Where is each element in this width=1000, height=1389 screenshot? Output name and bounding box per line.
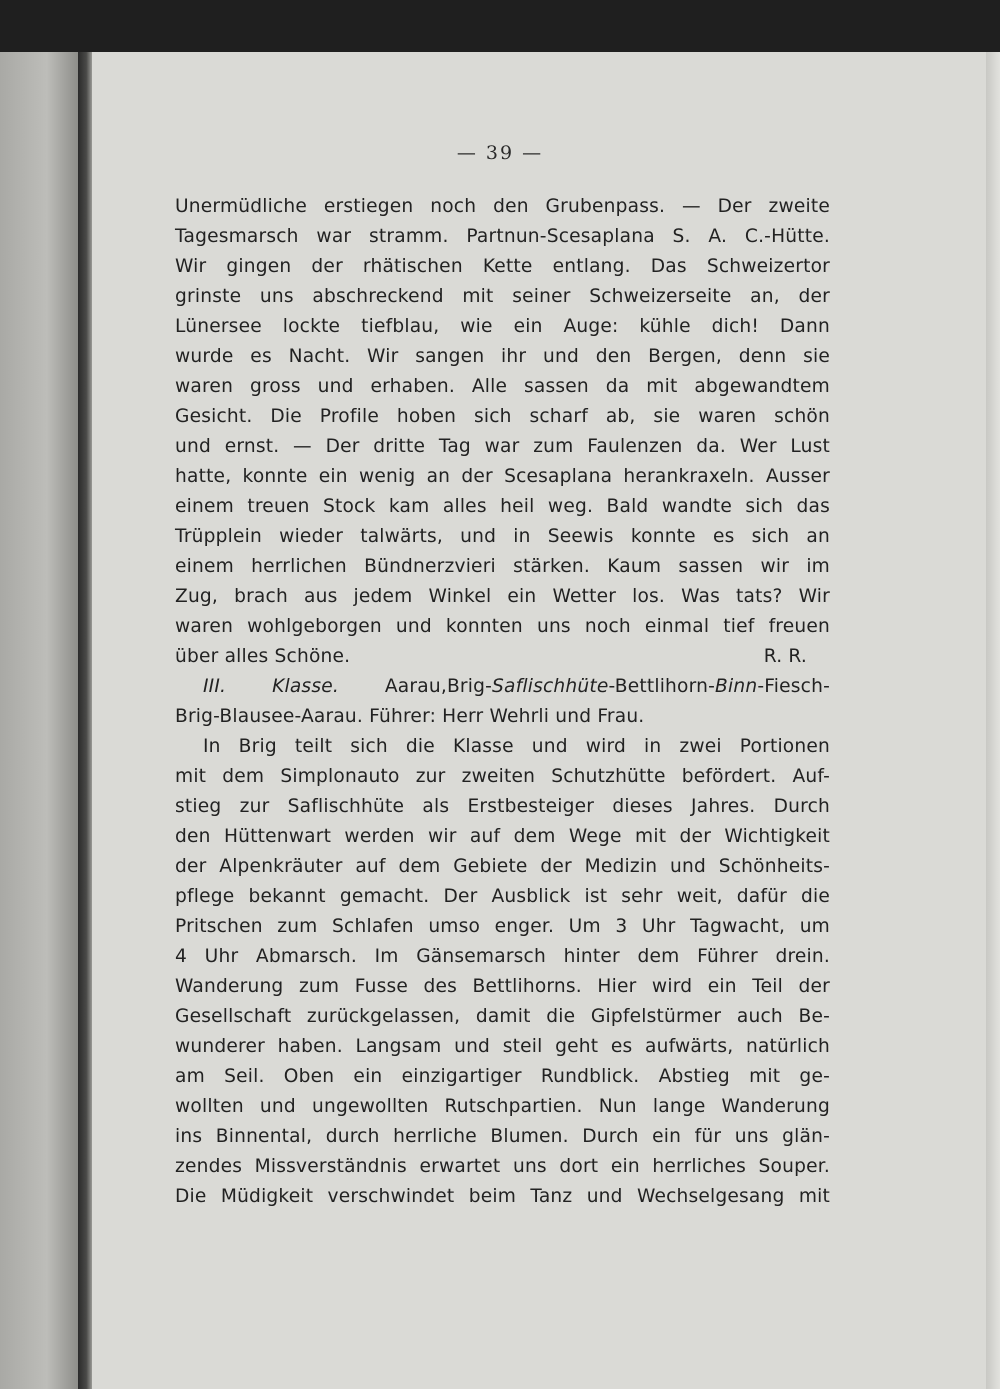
class-heading bbox=[175, 672, 830, 702]
paragraph-1 bbox=[175, 192, 830, 642]
route-part: -Bettlihorn- bbox=[608, 676, 716, 697]
text-line: den Hüttenwart werden wir auf dem Wege mit der Wichtigkeit bbox=[175, 826, 830, 847]
text-line: waren wohlgeborgen und konnten uns noch einmal tief freuen bbox=[175, 616, 830, 637]
text-line: Tagesmarsch war stramm. Partnun-Scesaplana S. A. C.-Hütte. bbox=[175, 226, 830, 247]
text-line: Lünersee lockte tiefblau, wie ein Auge: kühle dich! Dann bbox=[175, 316, 830, 337]
paragraph-1-closing-line bbox=[175, 642, 830, 672]
text-line: zendes Missverständnis erwartet uns dort ein herrliches Souper. bbox=[175, 1156, 830, 1177]
text-line: mit dem Simplonauto zur zweiten Schutzhütte befördert. Auf- bbox=[175, 766, 830, 787]
text-line: hatte, konnte ein wenig an der Scesaplana herankraxeln. Ausser bbox=[175, 466, 830, 487]
route-part-italic: Saflischhüte bbox=[492, 676, 609, 697]
route-part: Aarau,Brig- bbox=[384, 676, 493, 697]
text-line: Trüpplein wieder talwärts, und in Seewis konnte es sich an bbox=[175, 526, 830, 547]
text-line: Gesellschaft zurückgelassen, damit die Gipfelstürmer auch Be- bbox=[175, 1006, 830, 1027]
text-line: Unermüdliche erstiegen noch den Grubenpass. — Der zweite bbox=[175, 196, 830, 217]
text-line: der Alpenkräuter auf dem Gebiete der Medizin und Schönheits- bbox=[175, 856, 830, 877]
text-line: Wir gingen der rhätischen Kette entlang. Das Schweizertor bbox=[175, 256, 830, 277]
text-line: und ernst. — Der dritte Tag war zum Faulenzen da. Wer Lust bbox=[175, 436, 830, 457]
text-line: wurde es Nacht. Wir sangen ihr und den Bergen, denn sie bbox=[175, 346, 830, 367]
route-part: -Fiesch- bbox=[757, 676, 830, 697]
page-number: — 39 — bbox=[456, 142, 544, 164]
text-line: einem herrlichen Bündnerzvieri stärken. Kaum sassen wir im bbox=[175, 556, 830, 577]
scan-border bbox=[0, 0, 1000, 52]
class-heading-line-2: Brig-Blausee-Aarau. Führer: Herr Wehrli und Frau. bbox=[175, 706, 645, 727]
class-label: III. Klasse. bbox=[203, 676, 339, 697]
facing-page-edge bbox=[0, 52, 78, 1389]
text-line: Wanderung zum Fusse des Bettlihorns. Hier wird ein Teil der bbox=[175, 976, 830, 997]
page-text bbox=[175, 192, 830, 1212]
text-line: grinste uns abschreckend mit seiner Schweizerseite an, der bbox=[175, 286, 830, 307]
text-line: Die Müdigkeit verschwindet beim Tanz und Wechselgesang mit bbox=[175, 1186, 830, 1207]
text-line: Gesicht. Die Profile hoben sich scharf ab, sie waren schön bbox=[175, 406, 830, 427]
text-line: ins Binnental, durch herrliche Blumen. Durch ein für uns glän- bbox=[175, 1126, 830, 1147]
text-line: wollten und ungewollten Rutschpartien. Nun lange Wanderung bbox=[175, 1096, 830, 1117]
text-line: am Seil. Oben ein einzigartiger Rundblick. Abstieg mit ge- bbox=[175, 1066, 830, 1087]
paragraph-1-last-line: über alles Schöne. bbox=[175, 646, 351, 667]
text-line: 4 Uhr Abmarsch. Im Gänsemarsch hinter dem Führer drein. bbox=[175, 946, 830, 967]
text-line: pflege bekannt gemacht. Der Ausblick ist sehr weit, dafür die bbox=[175, 886, 830, 907]
text-line: stieg zur Saflischhüte als Erstbesteiger dieses Jahres. Durch bbox=[175, 796, 830, 817]
text-line: wunderer haben. Langsam und steil geht es aufwärts, natürlich bbox=[175, 1036, 830, 1057]
page-edge bbox=[986, 52, 1000, 1389]
author-signature: R. R. bbox=[763, 646, 807, 667]
route-part-italic: Binn bbox=[715, 676, 758, 697]
paragraph-2-first-line: In Brig teilt sich die Klasse und wird in zwei Portionen bbox=[203, 736, 830, 757]
text-line: waren gross und erhaben. Alle sassen da mit abgewandtem bbox=[175, 376, 830, 397]
text-line: einem treuen Stock kam alles heil weg. Bald wandte sich das bbox=[175, 496, 830, 517]
book-gutter bbox=[78, 52, 92, 1389]
paragraph-2 bbox=[175, 762, 830, 1212]
text-line: Pritschen zum Schlafen umso enger. Um 3 Uhr Tagwacht, um bbox=[175, 916, 830, 937]
text-line: Zug, brach aus jedem Winkel ein Wetter los. Was tats? Wir bbox=[175, 586, 830, 607]
